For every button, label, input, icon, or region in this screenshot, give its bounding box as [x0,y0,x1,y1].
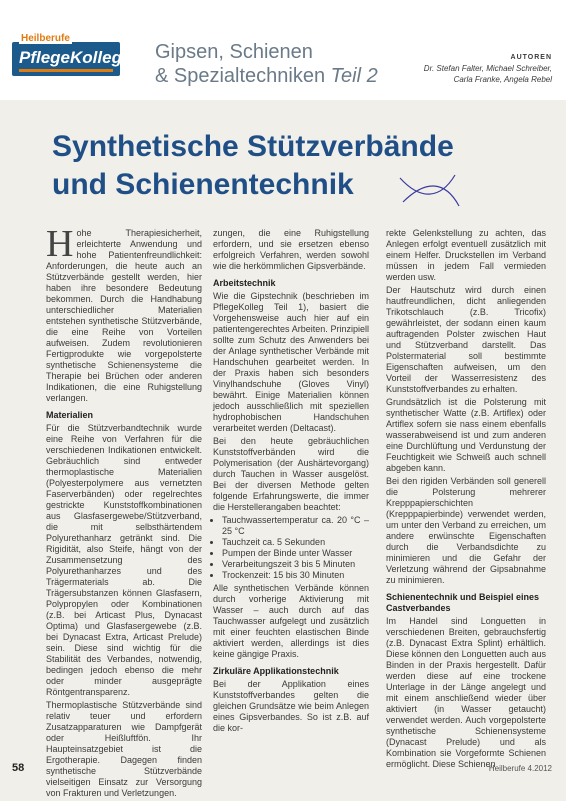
logo-main-label: PflegeKolleg [19,48,122,67]
column-1 [46,223,202,801]
heading-schienentechnik: Schienentechnik und Beispiel eines Castverbandes [386,592,540,613]
list-item: • Tauchwassertemperatur ca. 20 °C – 25 °C [222,515,369,537]
heading-zirkulaere: Zirkuläre Applikationstechnik [213,666,339,676]
thermo-paragraph: Thermoplastische Stützverbände sind relativ teuer und erfordern Zusatzapparaturen wie Dampfgerät oder Heißluftfön. Ihr Haupteinsatzgebiet ist die Ergotherapie. Dagegen finden synthetische Stützverbände vielseitigen Einsatz zur Versorgung von Frakturen und Verletzungen. [46,700,202,798]
harden-paragraph: Bei den heute gebräuchlichen Kunststoffverbänden wird die Polymerisation (der Aushärtevorgang) durch Tauchen in Wasser ausgelöst. Bei der diversen Methode gelten folgende Erfahrungswerte, die immer die Herstellerangaben beachtet: [213,436,369,512]
handwritten-mark [395,170,465,210]
column-2 [213,228,369,736]
magazine-issue: Heilberufe 4.2012 [488,764,552,773]
zirk-paragraph: Bei der Applikation eines Kunststoffverbandes gelten die gleichen Grundsätze wie beim Anlegen eines Gipsverbandes. So ist z.B. auf die kor- [213,679,369,733]
skin-paragraph: Der Hautschutz wird durch einen hautfreundlichen, dicht anliegenden Trikotschlauch (z.B. Tricofix) gewährleistet, der sodann einen kaum auftragenden Polster zwischen Haut und Stützverband darstellt. Das Polstermaterial soll bestimmte Eigenschaften aufweisen, um den Vorteil der Wasserresistenz des Kunststoffverbandes zu erhalten. [386,285,546,394]
magazine-logo [12,33,122,76]
list-item: • Trockenzeit: 15 bis 30 Minuten [222,570,369,581]
article-title-line-2: und Schienentechnik [52,168,354,201]
after-paragraph: Alle synthetischen Verbände können durch vorherige Aktivierung mit Wasser – auch durch auf das Tauchwasser aufgelegt und zusätzlich mit einer feuchten elastischen Binde aktiviert werden, allerdings ist dies keine gängige Praxis. [213,583,369,659]
list-item: • Tauchzeit ca. 5 Sekunden [222,537,369,548]
page-header [0,0,566,100]
series-line-2 [155,64,378,88]
col2-intro-paragraph: zungen, die eine Ruhigstellung erfordern, und sie ersetzen ebenso erfolgreich Verfahren, werden sowohl wie die herkömmlichen Gipsverbände. [213,228,369,271]
materials-paragraph: Für die Stützverbandtechnik wurde eine Reihe von Verfahren für die verschiedenen Indikationen entwickelt. Gebräuchlich sind entweder thermoplastische Materialien (Polyesterpolymere aus vernetzten Faserverbänden) oder regelrechtes gestrickte Kunststoffkombinationen aus Glasfasergewebe/Stützverband, die mit selbsthärtendem Polyurethanharz getränkt sind. Die Rigidität, also Steife, hängt von der Zusammensetzung des Polyurethanharzes und des Trägermaterials ab. Die Trägersubstanzen können Glasfasern, Polypropylen oder Kombinationen (z.B. bei Articast Plus, Dynacast Optima) und Glasfasergewebe (z.B. bei Dynacast Extra, Articast Prelude) sein. Diese sind wichtig für die Stabilität des Verbandes, notwendig, bedingen jedoch ebenso die mehr oder minder ausgeprägte Röntgentransparenz. [46,423,202,697]
page-footer [0,760,566,782]
article-title [52,128,454,204]
authors-heading: AUTOREN [510,54,552,61]
heading-materialien: Materialien [46,410,94,420]
drop-cap: H [46,223,74,265]
page-number: 58 [12,762,25,774]
splint-paragraph: Im Handel sind Longuetten in verschiedenen Breiten, gebrauchsfertig (z.B. Dynacast Extra Splint) erhältlich. Diese können den Longuetten auch aus Binden in der Praxis hergestellt. Dafür werden diese auf eine trockene Unterlage in der Länge angelegt und mit einem anschließend wieder über aktiviert (in Wasser getaucht) verwendet werden. Auch vorgepolsterte synthetische Schienensysteme (Dynacast Prelude) und als Kombination sie Vorgeformte Schienen ermöglicht. Diese Schienen [386,616,546,769]
rigid-paragraph: Bei den rigiden Verbänden soll generell die Polsterung mehrerer Krepppapierschichten (Krepppapierbinde) verwendet werden, um unter den Verband zu erreichen, um andere erwünschte Eigenschaften durch die Verbandsdichte zu minimieren und die Gefahr der Verletzung während der Gipsabnahme zu minimieren. [386,476,546,585]
series-line-1: Gipsen, Schienen [155,41,313,63]
cotton-paragraph: Grundsätzlich ist die Polsterung mit synthetischer Watte (z.B. Artiflex) oder Artiflex sofern sie nass einem ebenfalls wasserabweisend ist und zum anderen eine Durchlüftung und Verdunstung der Feuchtigkeit wie Schweiß auch schnell abgeben kann. [386,397,546,473]
list-item: • Verarbeitungszeit 3 bis 5 Minuten [222,559,369,570]
heading-arbeitstechnik: Arbeitstechnik [213,278,276,288]
article-title-line-1: Synthetische Stützverbände [52,130,454,163]
authors-line-1: Dr. Stefan Falter, Michael Schreiber, [423,64,552,73]
intro-paragraph [46,223,202,404]
logo-stripe [19,69,113,72]
bullet-list [213,515,369,581]
intro-text: ohe Therapiesicherheit, erleichterte Anwendung und hohe Patientenfreundlichkeit: Anforderungen, die heute auch an Stützverbände gestellt werden, hier haben ihre besondere Bedeutung bekommen. Durch die Handhabung unterschiedlicher Materialien entstehen synthetische Stützverbände, die eine Reihe von Vorteilen aufweisen. Zudem revolutionieren Fertigprodukte wie vorgepolsterte synthetische Schienensysteme die Therapie bei Brüchen oder anderen Indikationen, die eine Ruhigstellung verlangen. [46,228,202,403]
col3-intro-paragraph: rekte Gelenkstellung zu achten, das Anlegen erfolgt eventuell zusätzlich mit einem Helfer. Druckstellen im Verband müssen in jedem Fall vermieden werden usw. [386,228,546,282]
series-line-2a: & Spezialtechniken [155,65,326,87]
series-title [155,40,378,88]
logo-top-label: Heilberufe [21,33,70,44]
list-item: • Pumpen der Binde unter Wasser [222,548,369,559]
work-paragraph: Wie die Gipstechnik (beschrieben im PflegeKolleg Teil 1), basiert die Vorgehensweise auch hier auf ein patientengerechtes Arbeiten. Prinzipiell sollte zum Schutz des Anwenders bei der Anlage synthetischer Verbände mit Handschuhen gearbeitet werden. In der Praxis haben sich besonders Vinylhandschuhe (Gloves Vinyl) bewährt. Einige Materialien können jedoch ausschließlich mit speziellen hydrophobischen Handschuhen verarbeitet werden (Deltacast). [213,291,369,433]
authors-line-2: Carla Franke, Angela Rebel [453,75,552,84]
authors-block [424,52,552,85]
series-part: Teil 2 [330,65,378,87]
column-3 [386,228,546,772]
